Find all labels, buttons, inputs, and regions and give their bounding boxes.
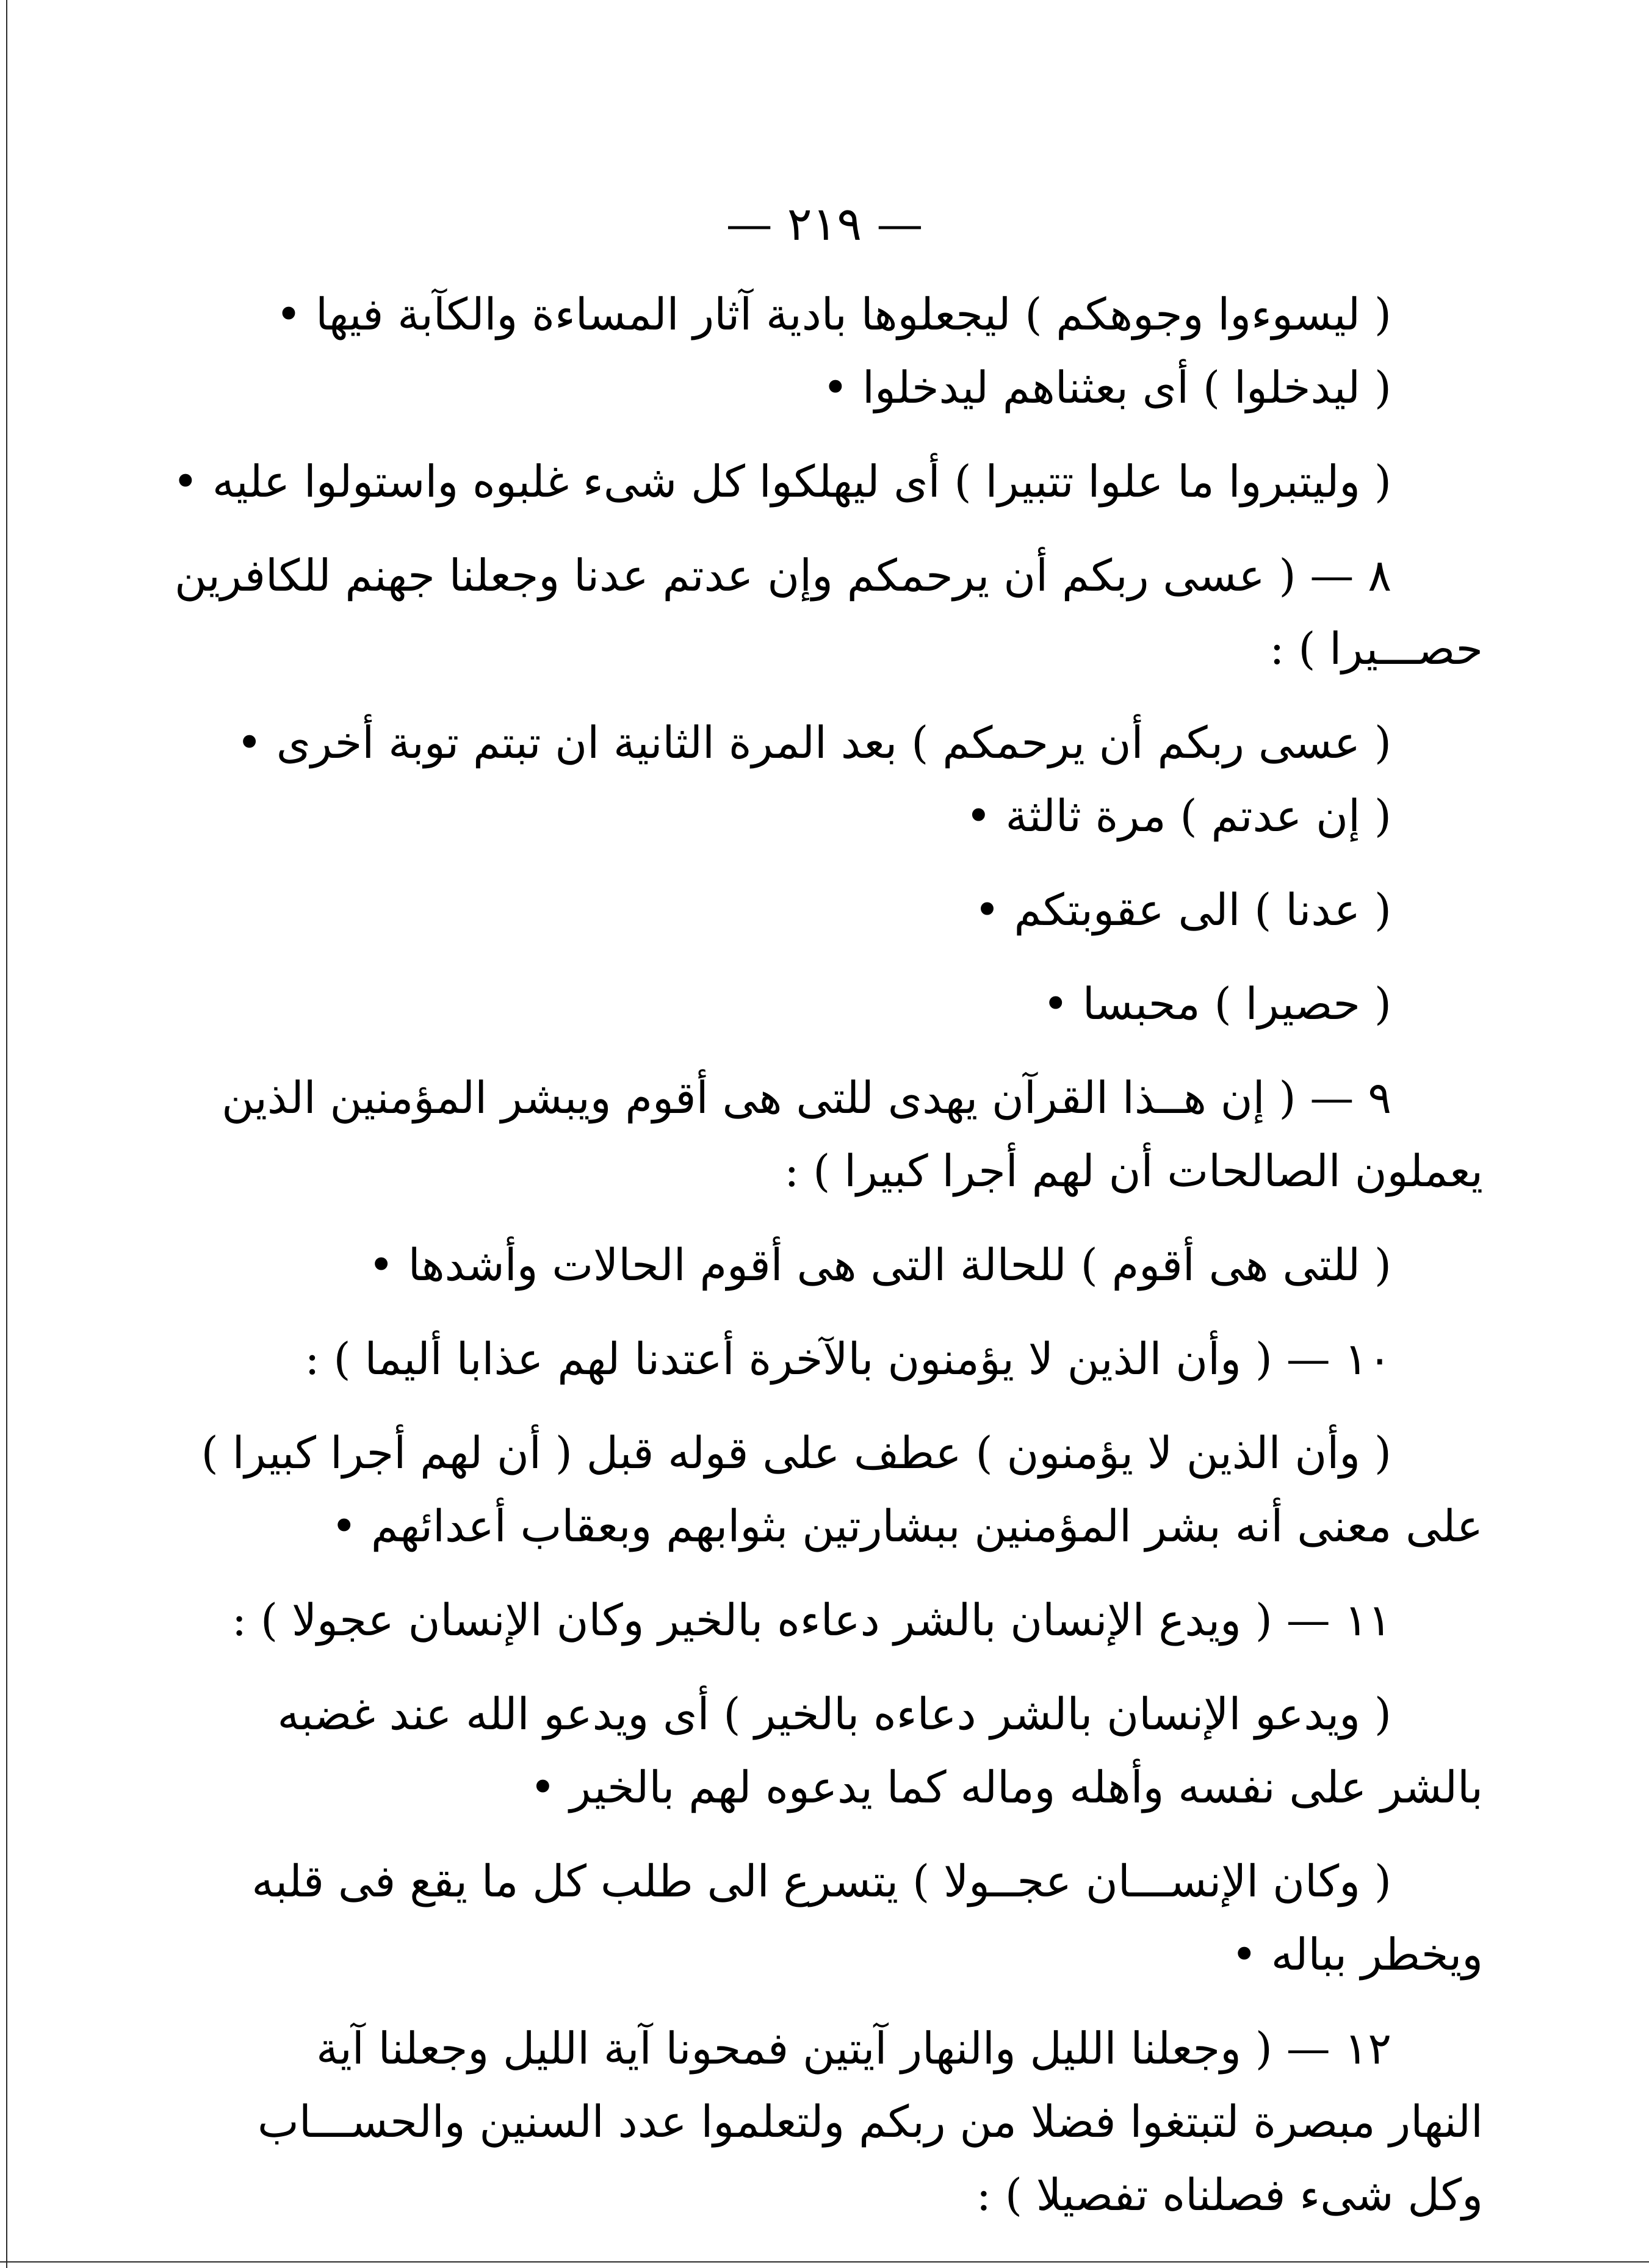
text-line: ٨ — ( عسى ربكم أن يرحمكم وإن عدتم عدنا وجعلنا جهنم للكافرين (175, 550, 1391, 601)
text-line: ( ليسوءوا وجوهكم ) ليجعلوها بادية آثار المساءة والكآبة فيها • (275, 289, 1391, 340)
text-line: ويخطر بباله • (1231, 1929, 1483, 1980)
text-line: ( وكان الإنســـان عجــولا ) يتسرع الى طلب كل ما يقع فى قلبه (251, 1856, 1391, 1907)
text-line: ( ليدخلوا ) أى بعثناهم ليدخلوا • (822, 362, 1391, 413)
text-line: ٩ — ( إن هــذا القرآن يهدى للتى هى أقوم ويبشر المؤمنين الذين (222, 1072, 1391, 1123)
text-line: ( ويدعو الإنسان بالشر دعاءه بالخير ) أى ويدعو الله عند غضبه (277, 1688, 1391, 1740)
text-line: ١٢ — ( وجعلنا الليل والنهار آيتين فمحونا آية الليل وجعلنا آية (316, 2023, 1391, 2074)
text-line: ١٠ — ( وأن الذين لا يؤمنون بالآخرة أعتدنا لهم عذابا أليما ) : (305, 1333, 1391, 1384)
text-line: ( عسى ربكم أن يرحمكم ) بعد المرة الثانية ان تبتم توبة أخرى • (236, 717, 1391, 768)
text-line: بالشر على نفسه وأهله وماله كما يدعوه لهم بالخير • (530, 1762, 1483, 1813)
text-line: حصـــيرا ) : (1269, 623, 1483, 674)
text-line: ( حصيرا ) محبسا • (1042, 978, 1391, 1029)
text-line: يعملون الصالحات أن لهم أجرا كبيرا ) : (784, 1145, 1483, 1197)
text-line: ( وأن الذين لا يؤمنون ) عطف على قوله قبل ( أن لهم أجرا كبيرا ) (201, 1427, 1391, 1478)
page-number: — ٢١٩ — (726, 196, 923, 251)
text-line: ( عدنا ) الى عقوبتكم • (974, 884, 1391, 935)
text-line: ( للتى هى أقوم ) للحالة التى هى أقوم الحالات وأشدها • (368, 1239, 1391, 1291)
text-line: ١١ — ( ويدع الإنسان بالشر دعاءه بالخير وكان الإنسان عجولا ) : (231, 1594, 1391, 1646)
text-line: النهار مبصرة لتبتغوا فضلا من ربكم ولتعلموا عدد السنين والحســـاب (258, 2096, 1483, 2147)
scan-edge-bottom (0, 2261, 1649, 2263)
text-line: ( وليتبروا ما علوا تتبيرا ) أى ليهلكوا كل شىء غلبوه واستولوا عليه • (172, 456, 1391, 507)
text-line: على معنى أنه بشر المؤمنين ببشارتين بثوابهم وبعقاب أعدائهم • (331, 1500, 1483, 1552)
text-line: ( إن عدتم ) مرة ثالثة • (965, 790, 1391, 841)
scan-edge-left (6, 0, 7, 2268)
text-line: وكل شىء فصلناه تفصيلا ) : (976, 2169, 1483, 2220)
body-text (172, 278, 1483, 2231)
